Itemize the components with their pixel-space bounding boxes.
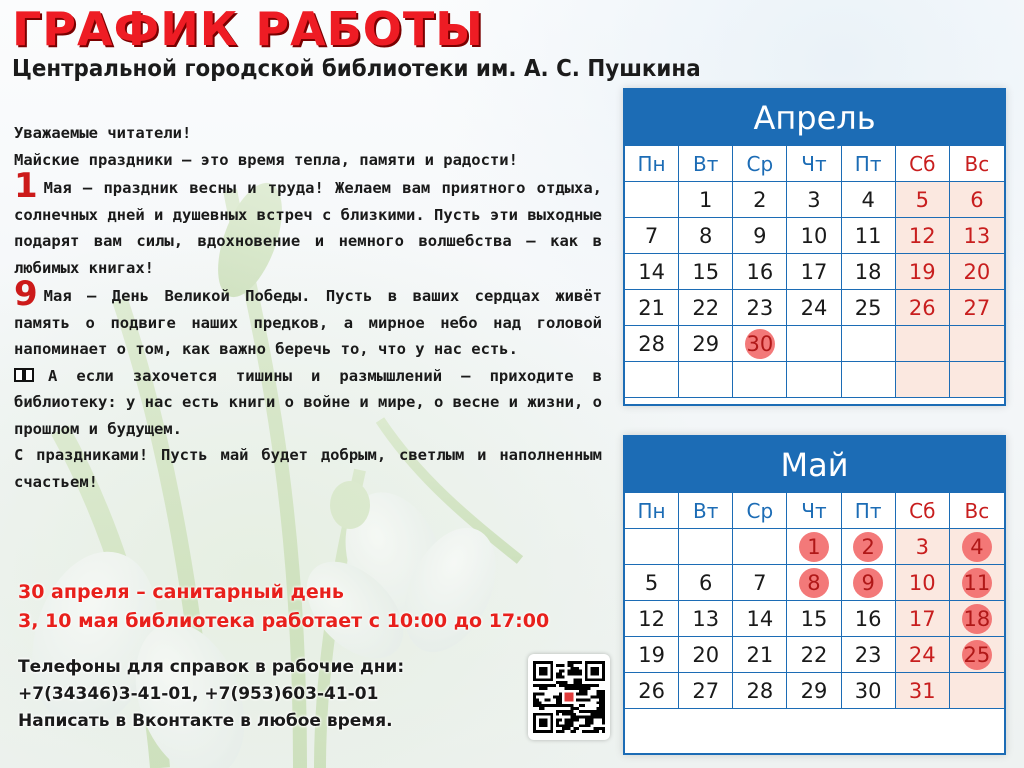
qr-code-icon[interactable] bbox=[528, 654, 610, 740]
weekday-header: Пн bbox=[625, 493, 679, 529]
calendar-day bbox=[625, 218, 679, 254]
calendar-day-number: 12 bbox=[908, 223, 936, 248]
calendar-day bbox=[842, 637, 896, 673]
calendar-day-number: 22 bbox=[800, 642, 828, 667]
weekday-header: Вт bbox=[679, 146, 733, 182]
calendar-day bbox=[733, 673, 787, 709]
calendar-day-number: 19 bbox=[908, 259, 936, 284]
calendar-day-number: 24 bbox=[800, 295, 828, 320]
calendar-day bbox=[896, 290, 950, 326]
calendar-day-number: 15 bbox=[800, 606, 828, 631]
calendar-day bbox=[787, 218, 841, 254]
calendar-day-number: 25 bbox=[963, 642, 991, 667]
weekday-header: Вт bbox=[679, 493, 733, 529]
calendar-day-number: 11 bbox=[963, 570, 991, 595]
calendar-day bbox=[896, 182, 950, 218]
weekday-header: Пн bbox=[625, 146, 679, 182]
calendar-day bbox=[733, 637, 787, 673]
calendar-day-number: 31 bbox=[908, 678, 936, 703]
calendar-day-number: 23 bbox=[854, 642, 882, 667]
calendar-day bbox=[733, 182, 787, 218]
weekday-header: Чт bbox=[787, 493, 841, 529]
calendar-day bbox=[733, 290, 787, 326]
calendar-day-number: 12 bbox=[638, 606, 665, 631]
calendar-day bbox=[950, 601, 1004, 637]
calendar-day bbox=[733, 326, 787, 362]
greeting-line: Майские праздники — это время тепла, памяти и радости! bbox=[14, 150, 518, 169]
calendar-empty-cell bbox=[679, 362, 733, 398]
calendar-day-number: 17 bbox=[908, 606, 936, 631]
phone-numbers[interactable]: +7(34346)3-41-01, +7(953)603-41-01 bbox=[18, 684, 379, 704]
calendar-day bbox=[679, 601, 733, 637]
calendar-day bbox=[679, 673, 733, 709]
calendar-empty-cell bbox=[842, 326, 896, 362]
may-1-number: 1 bbox=[14, 166, 38, 206]
calendar-day-number: 15 bbox=[692, 259, 720, 284]
calendar-day-number: 6 bbox=[699, 570, 713, 595]
greeting-letter bbox=[14, 120, 602, 495]
calendar-day-number: 26 bbox=[908, 295, 936, 320]
weekday-header: Ср bbox=[733, 146, 787, 182]
calendar-day-number: 18 bbox=[854, 259, 882, 284]
calendar-day-number: 16 bbox=[746, 259, 774, 284]
calendar-day-number: 8 bbox=[699, 223, 713, 248]
greeting-line: Уважаемые читатели! bbox=[14, 124, 192, 142]
calendar-day bbox=[950, 182, 1004, 218]
may-9-paragraph bbox=[14, 274, 602, 363]
calendar-day bbox=[679, 637, 733, 673]
calendar-day-number: 5 bbox=[915, 187, 929, 212]
calendar-day bbox=[950, 290, 1004, 326]
calendar-day bbox=[625, 290, 679, 326]
calendar-day bbox=[679, 218, 733, 254]
calendar-day bbox=[733, 601, 787, 637]
calendar-day-number: 6 bbox=[970, 187, 984, 212]
calendar-day bbox=[625, 565, 679, 601]
sanitary-day-notice: 30 апреля – санитарный день bbox=[18, 581, 344, 603]
calendar-empty-cell bbox=[625, 362, 679, 398]
calendar-day-number: 13 bbox=[963, 223, 991, 248]
calendar-day bbox=[733, 565, 787, 601]
calendar-day bbox=[950, 218, 1004, 254]
calendar-empty-cell bbox=[787, 326, 841, 362]
calendar-day bbox=[842, 529, 896, 565]
calendar-day bbox=[787, 529, 841, 565]
calendar-day bbox=[625, 254, 679, 290]
calendar-day bbox=[787, 254, 841, 290]
calendar-day-number: 16 bbox=[854, 606, 882, 631]
calendar-day-number: 17 bbox=[800, 259, 828, 284]
calendar-day-number: 8 bbox=[807, 570, 821, 595]
calendar-day-number: 27 bbox=[692, 678, 720, 703]
calendar-day-number: 24 bbox=[908, 642, 936, 667]
calendar-day-number: 9 bbox=[861, 570, 875, 595]
calendar-day-number: 1 bbox=[807, 534, 821, 559]
calendar-day bbox=[787, 182, 841, 218]
calendar-day bbox=[842, 673, 896, 709]
calendar-day bbox=[896, 254, 950, 290]
calendar-day-number: 2 bbox=[861, 534, 875, 559]
page-title: ГРАФИК РАБОТЫ bbox=[12, 2, 484, 56]
calendar-day bbox=[896, 601, 950, 637]
may-1-paragraph bbox=[14, 166, 602, 281]
calendar-day-number: 14 bbox=[638, 259, 665, 284]
may-9-number: 9 bbox=[14, 274, 38, 314]
calendar-empty-cell bbox=[896, 326, 950, 362]
calendar-day bbox=[896, 529, 950, 565]
calendar-day-number: 3 bbox=[807, 187, 821, 212]
may-9-text: Мая — День Великой Победы. Пусть в ваших сердцах живёт память о подвиге наших предков, а мирное небо над головой напоминает о том, как важно беречь то, что у нас есть. bbox=[14, 287, 602, 358]
calendar-day-number: 20 bbox=[963, 259, 991, 284]
calendar-empty-cell bbox=[733, 529, 787, 565]
calendar-day-number: 26 bbox=[638, 678, 665, 703]
calendar-day-number: 7 bbox=[753, 570, 767, 595]
calendar-empty-cell bbox=[950, 673, 1004, 709]
calendar-empty-cell bbox=[950, 326, 1004, 362]
calendar-day bbox=[842, 218, 896, 254]
calendar-day bbox=[787, 565, 841, 601]
calendar-month-title: Апрель bbox=[625, 90, 1004, 146]
calendar-day bbox=[950, 529, 1004, 565]
calendar-empty-cell bbox=[733, 362, 787, 398]
book-icon bbox=[14, 367, 34, 383]
calendar-day bbox=[679, 565, 733, 601]
calendar-day bbox=[787, 290, 841, 326]
weekday-header: Чт bbox=[787, 146, 841, 182]
calendar-day-number: 10 bbox=[908, 570, 936, 595]
holiday-hours-notice: 3, 10 мая библиотека работает с 10:00 до 17:00 bbox=[18, 610, 550, 632]
qr-code-pattern bbox=[533, 659, 605, 735]
calendar-day-number: 20 bbox=[692, 642, 720, 667]
weekday-header: Пт bbox=[842, 493, 896, 529]
calendar-day bbox=[842, 565, 896, 601]
calendar-day-number: 22 bbox=[692, 295, 720, 320]
calendar-day bbox=[896, 565, 950, 601]
schedule-notice bbox=[18, 578, 549, 636]
calendar-empty-cell bbox=[950, 362, 1004, 398]
calendar-day-number: 4 bbox=[861, 187, 875, 212]
calendar-day bbox=[842, 290, 896, 326]
weekday-header: Сб bbox=[896, 493, 950, 529]
calendar-day-number: 18 bbox=[963, 606, 991, 631]
contacts-heading: Телефоны для справок в рабочие дни: bbox=[18, 657, 405, 677]
calendar-day bbox=[679, 326, 733, 362]
calendar-day bbox=[625, 326, 679, 362]
weekday-header: Ср bbox=[733, 493, 787, 529]
calendar-day bbox=[679, 254, 733, 290]
calendar-day-number: 23 bbox=[746, 295, 774, 320]
calendar-day-number: 4 bbox=[970, 534, 984, 559]
calendar-day bbox=[787, 601, 841, 637]
calendar-grid bbox=[625, 493, 1004, 709]
calendar-day-number: 14 bbox=[746, 606, 774, 631]
calendar-day-number: 30 bbox=[746, 331, 774, 356]
weekday-header: Вс bbox=[950, 493, 1004, 529]
calendar-day-number: 27 bbox=[963, 295, 991, 320]
calendar-empty-cell bbox=[625, 182, 679, 218]
vk-contact-line: Написать в Вконтакте в любое время. bbox=[18, 711, 393, 731]
weekday-header: Пт bbox=[842, 146, 896, 182]
weekday-header: Сб bbox=[896, 146, 950, 182]
calendar-day bbox=[625, 601, 679, 637]
calendar-day bbox=[950, 565, 1004, 601]
calendar-day-number: 13 bbox=[692, 606, 720, 631]
calendar-april bbox=[623, 88, 1006, 406]
calendar-day-number: 29 bbox=[800, 678, 828, 703]
calendar-empty-cell bbox=[625, 529, 679, 565]
calendar-day bbox=[787, 637, 841, 673]
calendar-empty-cell bbox=[896, 362, 950, 398]
calendar-empty-cell bbox=[679, 529, 733, 565]
calendar-day bbox=[842, 254, 896, 290]
calendar-grid bbox=[625, 146, 1004, 398]
closing-paragraph: С праздниками! Пусть май будет добрым, светлым и наполненным счастьем! bbox=[14, 446, 602, 491]
calendar-day bbox=[733, 254, 787, 290]
calendar-day bbox=[625, 673, 679, 709]
calendar-day-number: 19 bbox=[638, 642, 665, 667]
contacts-block bbox=[18, 654, 404, 735]
library-invite-paragraph bbox=[14, 363, 602, 443]
calendar-day-number: 28 bbox=[638, 331, 665, 356]
calendar-day-number: 5 bbox=[644, 570, 659, 595]
library-invite-text: А если захочется тишины и размышлений — приходите в библиотеку: у нас есть книги о войне и мире, о весне и жизни, о прошлом и будущем. bbox=[14, 366, 602, 438]
calendar-day bbox=[733, 218, 787, 254]
calendar-day-number: 21 bbox=[638, 295, 665, 320]
calendar-day bbox=[896, 218, 950, 254]
calendar-day-number: 10 bbox=[800, 223, 828, 248]
calendar-day-number: 7 bbox=[644, 223, 659, 248]
calendar-day-number: 3 bbox=[915, 534, 929, 559]
calendar-day-number: 9 bbox=[753, 223, 767, 248]
weekday-header: Вс bbox=[950, 146, 1004, 182]
calendar-empty-cell bbox=[787, 362, 841, 398]
calendar-day bbox=[896, 673, 950, 709]
calendar-may bbox=[623, 435, 1006, 755]
calendar-day-number: 1 bbox=[699, 187, 713, 212]
calendar-day-number: 28 bbox=[746, 678, 774, 703]
calendar-empty-cell bbox=[842, 362, 896, 398]
calendar-day bbox=[842, 601, 896, 637]
calendar-day-number: 30 bbox=[854, 678, 882, 703]
calendar-day bbox=[679, 290, 733, 326]
calendar-day bbox=[896, 637, 950, 673]
page-subtitle: Центральной городской библиотеки им. А. С. Пушкина bbox=[12, 56, 701, 82]
calendar-month-title: Май bbox=[625, 437, 1004, 493]
calendar-day bbox=[679, 182, 733, 218]
calendar-day bbox=[950, 254, 1004, 290]
calendar-day-number: 11 bbox=[854, 223, 882, 248]
calendar-day bbox=[787, 673, 841, 709]
calendar-day bbox=[625, 637, 679, 673]
calendar-day-number: 29 bbox=[692, 331, 720, 356]
calendar-day bbox=[950, 637, 1004, 673]
calendar-day-number: 25 bbox=[854, 295, 882, 320]
calendar-day-number: 21 bbox=[746, 642, 774, 667]
may-1-text: Мая — праздник весны и труда! Желаем вам приятного отдыха, солнечных дней и душевных встреч с близкими. Пусть эти выходные подарят вам силы, вдохновение и немного волшебства — как в любимых книгах! bbox=[14, 179, 602, 277]
calendar-day bbox=[842, 182, 896, 218]
calendar-day-number: 2 bbox=[753, 187, 767, 212]
